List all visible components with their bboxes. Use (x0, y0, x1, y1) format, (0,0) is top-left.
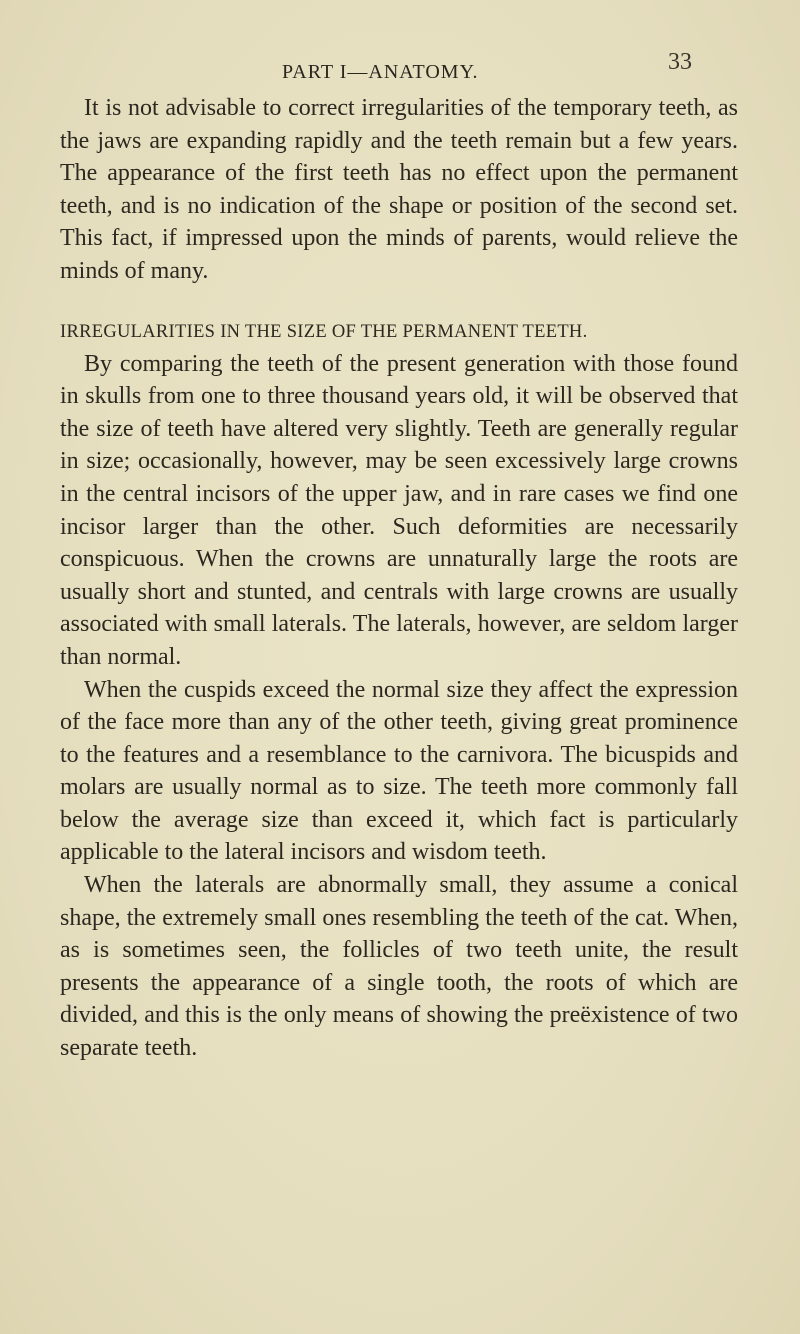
section-heading: IRREGULARITIES IN THE SIZE OF THE PERMANENT TEETH. (60, 321, 588, 342)
paragraph-size-comparison: By comparing the teeth of the present generation with those found in skulls from one to three thousand years old, it will be observed that the size of teeth have altered very slightly. Teeth are generally regular in size; occasionally, however, may be seen excessively large crowns in the central incisors of the upper jaw, and in rare cases we find one incisor larger than the other. Such deformities are necessarily conspicuous. When the crowns are unnaturally large the roots are usually short and stunted, and centrals with large crowns are usually associated with small laterals. The laterals, however, are seldom larger than normal. (60, 350, 738, 670)
running-head (0, 49, 800, 92)
page-number: 33 (668, 49, 692, 75)
paragraph-laterals: When the laterals are abnormally small, they assume a conical shape, the extremely small ones resembling the teeth of the cat. When, as is sometimes seen, the follicles of two teeth unite, the result presents the appearance of a single tooth, the roots of which are divided, and this is the only means of showing the preëxistence of two separate teeth. (60, 872, 738, 1062)
paragraph-cuspids: When the cuspids exceed the normal size they affect the expression of the face more than any of the other teeth, giving great prominence to the features and a resemblance to the carnivora. The bicuspids and molars are usually normal as to size. The teeth more commonly fall below the average size than exceed it, which fact is particularly applicable to the lateral incisors and wisdom teeth. (60, 676, 738, 866)
body-text (60, 92, 738, 1065)
intro-paragraph: It is not advisable to correct irregularities of the temporary teeth, as the jaws are expanding rapidly and the teeth remain but a few years. The appearance of the first teeth has no effect upon the permanent teeth, and is no indication of the shape or position of the second set. This fact, if impressed upon the minds of parents, would relieve the minds of many. (60, 95, 738, 284)
running-head-title: PART I—ANATOMY. (282, 61, 479, 83)
